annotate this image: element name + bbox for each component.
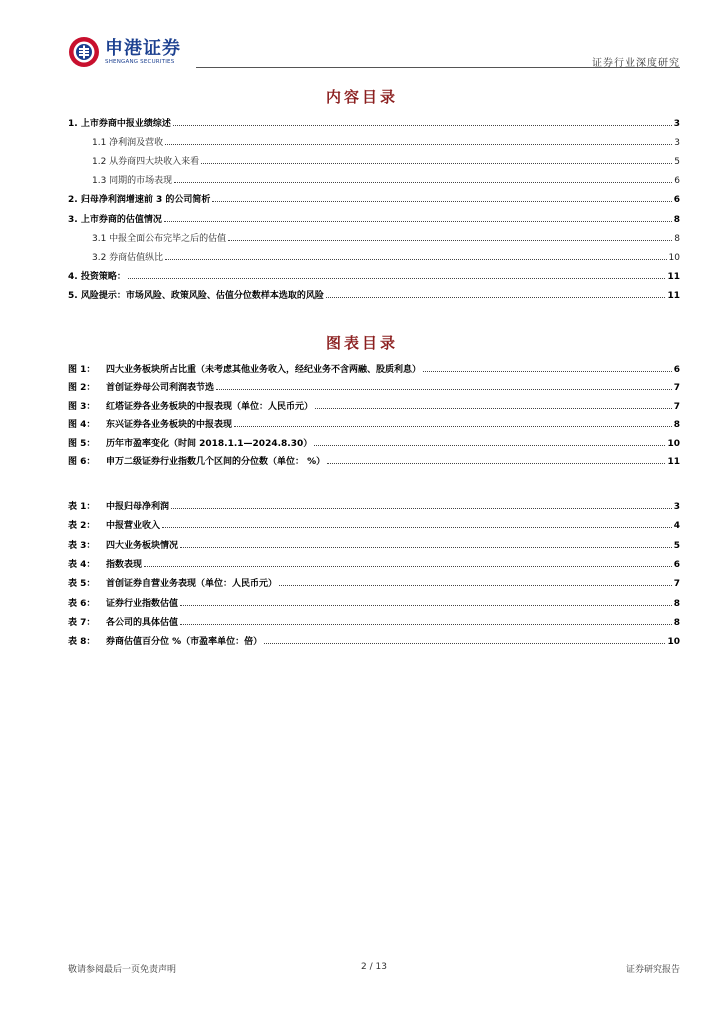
toc-entry[interactable] — [68, 596, 680, 610]
report-category: 证券行业深度研究 — [592, 58, 680, 69]
entry-prefix: 图 1： — [68, 365, 96, 375]
entry-prefix: 表 7： — [68, 617, 96, 628]
entry-text: 首创证券自营业务表现（单位：人民币元） — [106, 579, 278, 590]
dot-leader — [326, 288, 666, 298]
logo-mark-icon — [68, 36, 100, 68]
entry-page-number: 8 — [673, 598, 680, 609]
dot-leader — [164, 212, 672, 222]
entry-prefix: 图 4： — [68, 420, 96, 431]
entry-text: 中报营业收入 — [106, 521, 161, 532]
dot-leader — [314, 436, 665, 446]
entry-text: 各公司的具体估值 — [106, 617, 179, 628]
entry-text: 1.1 净利润及营收 — [92, 138, 164, 149]
entry-text: 四大业务板块情况 — [106, 540, 179, 551]
entry-page-number: 3 — [674, 138, 680, 149]
entry-label — [68, 597, 178, 611]
entry-page-number: 11 — [667, 271, 680, 282]
entry-page-number: 6 — [673, 559, 680, 570]
logo-chinese-name: 申港证券 — [105, 37, 181, 59]
entry-prefix: 表 3： — [68, 540, 96, 551]
entry-text: 3.2 券商估值纵比 — [92, 252, 164, 263]
entry-page-number: 8 — [673, 617, 680, 628]
toc-entry[interactable] — [68, 615, 680, 629]
toc-entry[interactable] — [68, 173, 680, 187]
entry-text: 红塔证券各业务板块的中报表现（单位：人民币元） — [106, 401, 314, 412]
dot-leader — [180, 538, 672, 548]
entry-page-number: 6 — [673, 365, 680, 375]
entry-text: 申万二级证券行业指数几个区间的分位数（单位： %） — [106, 457, 326, 467]
entry-label — [68, 381, 214, 395]
entry-page-number: 5 — [674, 157, 680, 168]
entry-label — [68, 539, 178, 553]
entry-text: 证券行业指数估值 — [106, 598, 179, 609]
entry-page-number: 3 — [673, 119, 680, 129]
entry-label — [92, 251, 163, 265]
entry-page-number: 7 — [673, 401, 680, 412]
toc-entry[interactable] — [68, 192, 680, 206]
entry-page-number: 7 — [673, 579, 680, 590]
entry-page-number: 6 — [674, 176, 680, 187]
toc-entry[interactable] — [68, 518, 680, 532]
toc-entry[interactable] — [68, 557, 680, 571]
dot-leader — [264, 634, 665, 644]
entry-text: 东兴证券各业务板块的中报表现 — [106, 420, 233, 431]
entry-page-number: 10 — [667, 438, 680, 449]
entry-text: 中报归母净利润 — [106, 502, 170, 512]
toc-entry[interactable] — [68, 436, 680, 450]
entry-page-number: 8 — [673, 420, 680, 431]
entry-prefix: 图 5： — [68, 438, 96, 449]
entry-page-number: 10 — [668, 252, 680, 263]
toc-entry[interactable] — [68, 135, 680, 149]
entry-text: 1. 上市券商中报业绩综述 — [68, 119, 171, 129]
logo-english-name: SHENGANG SECURITIES — [105, 58, 175, 65]
page-header — [68, 32, 680, 72]
entry-prefix: 表 1： — [68, 502, 96, 512]
entry-prefix: 表 2： — [68, 521, 96, 532]
entry-text: 四大业务板块所占比重（未考虑其他业务收入，经纪业务不含两融、股质利息） — [106, 365, 422, 375]
entry-text: 3.1 中报全面公布完毕之后的估值 — [92, 233, 227, 244]
toc-entry[interactable] — [68, 576, 680, 590]
toc-entry[interactable] — [68, 154, 680, 168]
dot-leader — [201, 154, 672, 164]
dot-leader — [423, 362, 672, 372]
dot-leader — [212, 192, 671, 202]
entry-label — [68, 289, 324, 303]
toc-entry[interactable] — [68, 538, 680, 552]
entry-label — [92, 155, 199, 169]
toc-entry[interactable] — [68, 454, 680, 468]
entry-page-number: 10 — [667, 637, 680, 648]
entry-text: 3. 上市券商的估值情况 — [68, 214, 162, 225]
dot-leader — [162, 518, 672, 528]
dot-leader — [165, 135, 672, 145]
entry-label — [68, 437, 312, 451]
entry-page-number: 11 — [667, 290, 680, 301]
disclaimer-note: 敬请参阅最后一页免责声明 — [68, 965, 177, 975]
entry-text: 历年市盈率变化（时间 2018.1.1—2024.8.30） — [106, 438, 313, 449]
toc-entry[interactable] — [68, 399, 680, 413]
entry-label — [68, 400, 313, 414]
entry-page-number: 6 — [673, 195, 680, 206]
entry-prefix: 图 3： — [68, 401, 96, 412]
entry-text: 指数表现 — [106, 559, 143, 570]
report-type: 证券研究报告 — [625, 965, 680, 975]
entry-label — [68, 577, 277, 591]
dot-leader — [279, 576, 672, 586]
entry-label — [68, 519, 160, 533]
entry-prefix: 表 5： — [68, 579, 96, 590]
entry-page-number: 5 — [673, 540, 680, 551]
toc-entry[interactable] — [68, 250, 680, 264]
toc-entry[interactable] — [68, 417, 680, 431]
dot-leader — [216, 380, 672, 390]
dot-leader — [327, 454, 665, 464]
entry-text: 1.3 同期的市场表现 — [92, 176, 173, 187]
dot-leader — [315, 399, 672, 409]
entry-label — [68, 270, 126, 284]
entry-prefix: 图 6： — [68, 457, 96, 467]
dot-leader — [174, 173, 672, 183]
entry-label — [68, 363, 421, 377]
figure-list-title: 图表目录 — [325, 334, 398, 352]
entry-label — [68, 193, 210, 207]
entry-label — [68, 213, 162, 227]
entry-prefix: 表 6： — [68, 598, 96, 609]
toc-title: 内容目录 — [325, 88, 398, 106]
dot-leader — [173, 116, 672, 126]
dot-leader — [180, 596, 672, 606]
toc-entry[interactable] — [68, 269, 680, 283]
toc-entry[interactable] — [68, 362, 680, 376]
entry-prefix: 表 8： — [68, 637, 96, 648]
entry-label — [68, 635, 262, 649]
dot-leader — [128, 269, 666, 279]
company-logo — [68, 32, 228, 72]
entry-text: 4. 投资策略： — [68, 271, 126, 282]
dot-leader — [144, 557, 672, 567]
toc-entry[interactable] — [68, 634, 680, 648]
entry-text: 券商估值百分位 %（市盈率单位：倍） — [106, 637, 263, 648]
entry-text: 5. 风险提示：市场风险、政策风险、估值分位数样本选取的风险 — [68, 290, 324, 301]
entry-prefix: 图 2： — [68, 383, 96, 394]
toc-entry[interactable] — [68, 231, 680, 245]
entry-page-number: 7 — [673, 383, 680, 394]
entry-label — [92, 174, 172, 188]
entry-label — [68, 616, 178, 630]
page-footer — [68, 962, 680, 976]
entry-prefix: 表 4： — [68, 559, 96, 570]
entry-label — [92, 232, 226, 246]
entry-page-number: 11 — [667, 457, 680, 467]
entry-text: 首创证券母公司利润表节选 — [106, 383, 215, 394]
entry-label — [92, 136, 163, 150]
dot-leader — [228, 231, 672, 241]
page-number: 2 / 13 — [361, 962, 387, 972]
dot-leader — [234, 417, 672, 427]
entry-page-number: 4 — [673, 521, 680, 532]
entry-label — [68, 117, 171, 131]
toc-entry[interactable] — [68, 380, 680, 394]
entry-page-number: 3 — [673, 502, 680, 512]
entry-text: 2. 归母净利润增速前 3 的公司简析 — [68, 195, 211, 206]
entry-label — [68, 455, 325, 469]
toc-entry[interactable] — [68, 212, 680, 226]
dot-leader — [171, 499, 672, 509]
entry-label — [68, 500, 169, 514]
toc-entry[interactable] — [68, 499, 680, 513]
entry-label — [68, 558, 142, 572]
entry-text: 1.2 从券商四大块收入来看 — [92, 157, 200, 168]
entry-label — [68, 418, 232, 432]
dot-leader — [165, 250, 666, 260]
entry-page-number: 8 — [674, 233, 680, 244]
toc-entry[interactable] — [68, 116, 680, 130]
dot-leader — [180, 615, 672, 625]
entry-page-number: 8 — [673, 214, 680, 225]
toc-entry[interactable] — [68, 288, 680, 302]
